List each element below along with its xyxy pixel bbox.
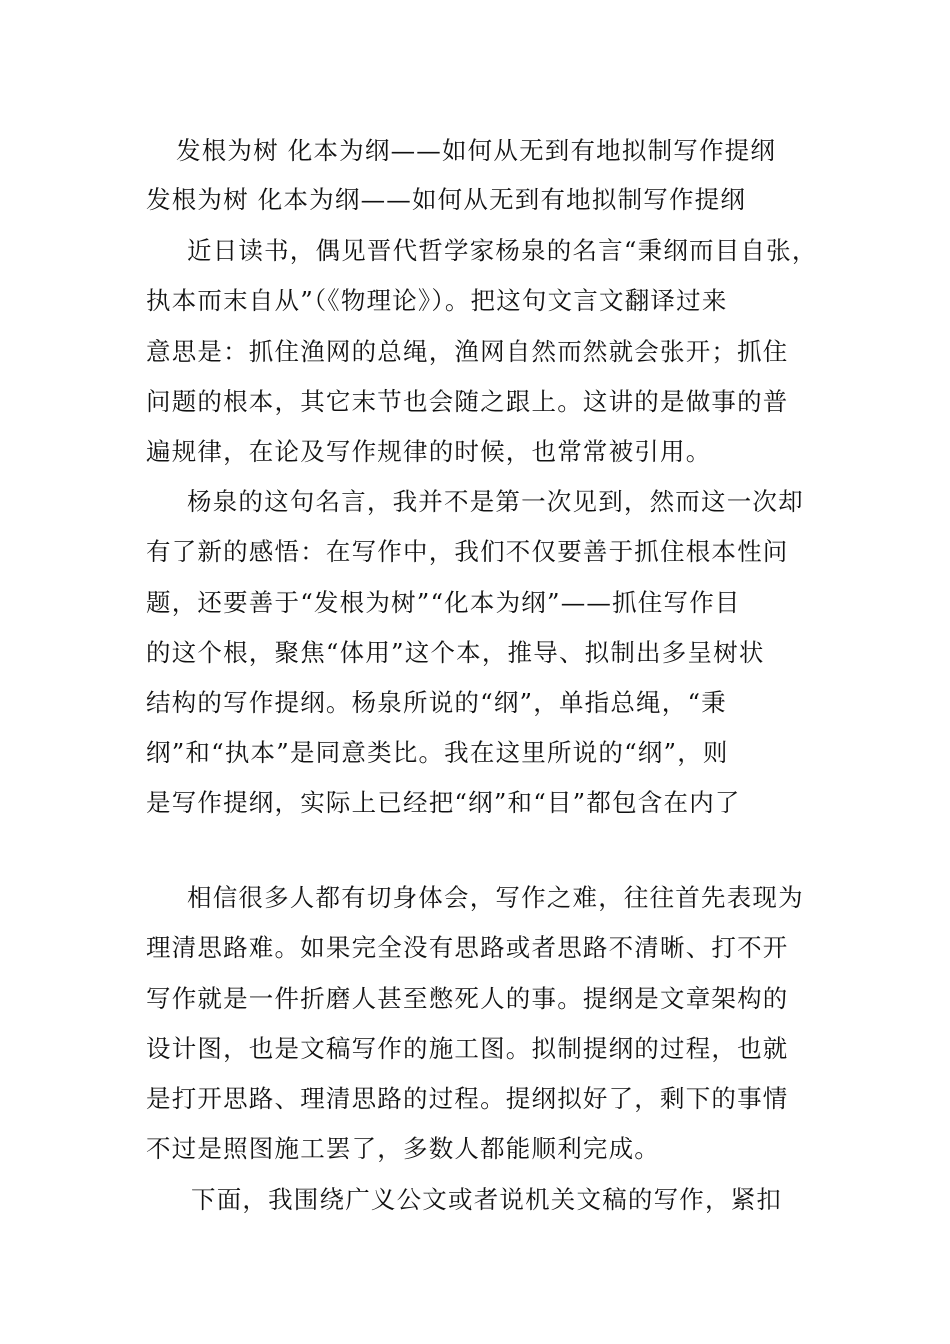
paragraph-line: 题，还要善于“发根为树”“化本为纲”——抓住写作目	[146, 588, 741, 617]
paragraph-line: 下面，我围绕广义公文或者说机关文稿的写作，紧扣	[191, 1185, 783, 1214]
paragraph-line: 遍规律，在论及写作规律的时候，也常常被引用。	[146, 437, 712, 466]
paragraph-line: 问题的根本，其它末节也会随之跟上。这讲的是做事的普	[146, 387, 789, 416]
paragraph-line: 有了新的感悟：在写作中，我们不仅要善于抓住根本性问	[146, 537, 789, 566]
paragraph-line: 是写作提纲，实际上已经把“纲”和“目”都包含在内了	[146, 788, 741, 817]
paragraph-line: 设计图，也是文稿写作的施工图。拟制提纲的过程，也就	[146, 1034, 789, 1063]
paragraph-line: 相信很多人都有切身体会，写作之难，往往首先表现为	[187, 883, 804, 912]
paragraph-line: 写作就是一件折磨人甚至憋死人的事。提纲是文章架构的	[146, 984, 789, 1013]
paragraph-line: 的这个根，聚焦“体用”这个本，推导、拟制出多呈树状	[146, 638, 765, 667]
paragraph-line: 意思是：抓住渔网的总绳，渔网自然而然就会张开；抓住	[146, 337, 789, 366]
paragraph-line: 纲”和“执本”是同意类比。我在这里所说的“纲”，则	[146, 738, 729, 767]
paragraph-line: 结构的写作提纲。杨泉所说的“纲”，单指总绳，“秉	[146, 688, 727, 717]
paragraph-line: 不过是照图施工罢了，多数人都能顺利完成。	[146, 1134, 660, 1163]
paragraph-line: 近日读书，偶见晋代哲学家杨泉的名言“秉纲而目自张，	[187, 236, 818, 265]
paragraph-line: 杨泉的这句名言，我并不是第一次见到，然而这一次却	[187, 487, 804, 516]
paragraph-line: 理清思路难。如果完全没有思路或者思路不清晰、打不开	[146, 933, 789, 962]
title-line-1: 发根为树 化本为纲——如何从无到有地拟制写作提纲	[176, 136, 777, 165]
paragraph-line: 执本而末自从”（《物理论》）。把这句文言文翻译过来	[146, 286, 728, 315]
title-line-2: 发根为树 化本为纲——如何从无到有地拟制写作提纲	[146, 185, 747, 214]
paragraph-line: 是打开思路、理清思路的过程。提纲拟好了，剩下的事情	[146, 1084, 789, 1113]
